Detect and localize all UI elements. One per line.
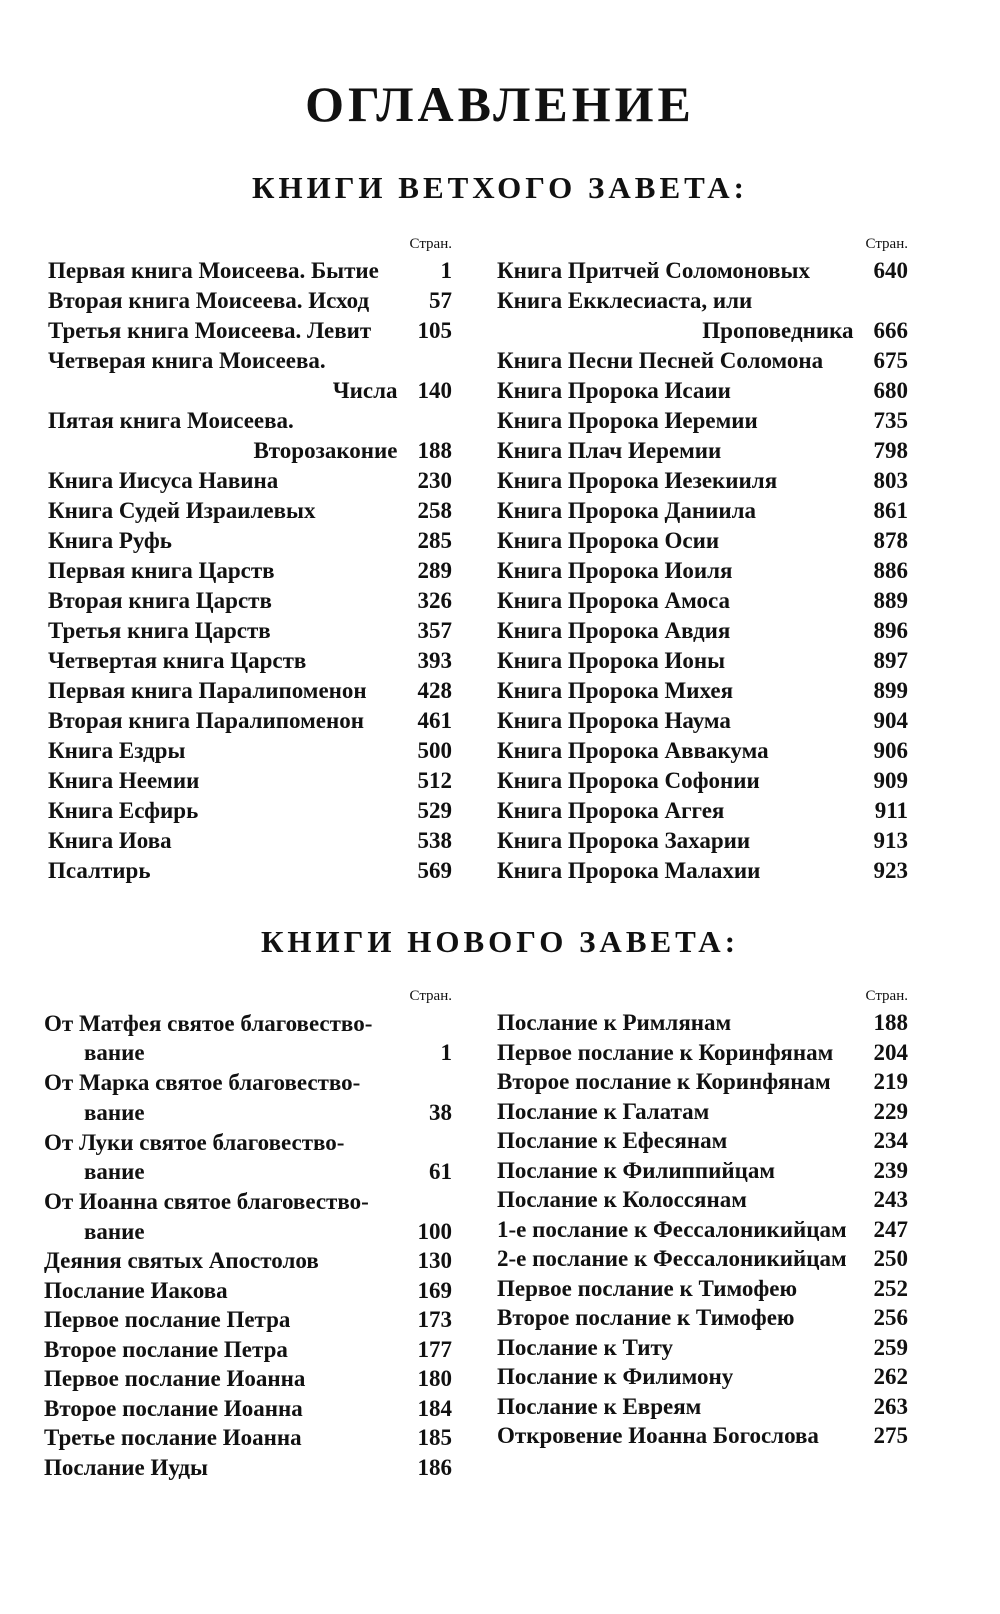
- toc-entry: [44, 1187, 452, 1217]
- toc-entry-title: Послание к Римлянам: [497, 1010, 732, 1035]
- toc-entry-title: Книга Пророка Исаии: [497, 378, 731, 403]
- toc-entry-page: 735: [873, 408, 908, 433]
- toc-entry-page: 913: [873, 828, 908, 853]
- toc-entry-title: Книга Притчей Соломоновых: [497, 258, 810, 283]
- toc-entry-title: Книга Иова: [48, 828, 172, 853]
- toc-entry-title: Деяния святых Апостолов: [44, 1248, 319, 1273]
- toc-entry-title: 2-е послание к Фессалоникийцам: [497, 1246, 847, 1271]
- toc-entry-title: Послание Иакова: [44, 1277, 228, 1303]
- toc-entry-title: Книга Плач Иеремии: [497, 438, 722, 463]
- toc-entry-title: Книга Судей Израилевых: [48, 498, 316, 523]
- toc-entry-page: 204: [873, 1039, 908, 1065]
- toc-entry-page: 169: [417, 1277, 452, 1303]
- toc-entry-title: От Иоанна святое благовество-: [44, 1189, 369, 1214]
- toc-entry-page: 798: [873, 438, 908, 463]
- toc-entry-title: Послание к Филимону: [497, 1364, 734, 1389]
- toc-entry: [44, 1335, 452, 1365]
- toc-entry-title: Книга Иисуса Навина: [48, 468, 279, 493]
- toc-entry-page: 461: [417, 708, 452, 733]
- toc-entry-title: Послание к Галатам: [497, 1098, 710, 1124]
- toc-entry: [44, 1127, 452, 1157]
- toc-entry-title: Вторая книга Царств: [48, 588, 272, 613]
- toc-entry-title: Второзаконие: [253, 438, 398, 463]
- toc-entry: [44, 1038, 452, 1068]
- toc-entry-title: Второе послание к Коринфянам: [497, 1069, 831, 1094]
- toc-entry-page: 61: [429, 1159, 452, 1184]
- toc-entry-title: Первая книга Царств: [48, 558, 275, 583]
- toc-entry-title: От Марка святое благовество-: [44, 1070, 361, 1095]
- toc-entry: [497, 1126, 908, 1156]
- page-title: ОГЛАВЛЕНИЕ: [305, 76, 695, 132]
- toc-entry-page: 177: [417, 1336, 452, 1362]
- toc-entry-title: вание: [84, 1218, 145, 1244]
- toc-entry: [44, 1068, 452, 1098]
- toc-entry-title: Второе послание Петра: [44, 1336, 288, 1362]
- toc-entry-page: 666: [873, 318, 908, 343]
- toc-entry: [497, 316, 908, 346]
- toc-entry-title: Первое послание к Тимофею: [497, 1275, 798, 1301]
- toc-entry-title: Послание к Ефесянам: [497, 1128, 728, 1153]
- toc-entry: [44, 1276, 452, 1306]
- toc-entry-page: 357: [417, 618, 452, 643]
- toc-entry-page: 899: [873, 678, 908, 703]
- toc-entry: [497, 436, 908, 466]
- toc-entry-title: Третья книга Моисеева. Левит: [48, 318, 372, 343]
- toc-entry-page: 569: [417, 858, 452, 883]
- toc-entry-page: 259: [873, 1334, 908, 1360]
- toc-entry: [497, 346, 908, 376]
- toc-entry-title: Псалтирь: [48, 858, 151, 883]
- toc-entry-page: 243: [873, 1187, 908, 1212]
- toc-entry-title: Четвертая книга Царств: [48, 648, 307, 673]
- toc-list: [44, 1008, 452, 1482]
- toc-entry-title: Второе послание Иоанна: [44, 1395, 303, 1421]
- toc-entry: [44, 1098, 452, 1128]
- toc-entry-page: 428: [417, 678, 452, 703]
- toc-entry-title: Книга Пророка Даниила: [497, 498, 756, 523]
- toc-entry-title: Книга Руфь: [48, 528, 172, 553]
- toc-entry-title: Первое послание Петра: [44, 1307, 291, 1332]
- toc-entry-page: 263: [873, 1393, 908, 1419]
- toc-entry-title: Книга Екклесиаста, или: [497, 288, 753, 313]
- toc-entry-page: 906: [873, 738, 908, 763]
- toc-entry: [497, 586, 908, 616]
- toc-entry: [497, 616, 908, 646]
- toc-entry: [48, 406, 452, 436]
- toc-entry-page: 184: [417, 1395, 452, 1421]
- toc-entry-title: Книга Пророка Осии: [497, 528, 720, 553]
- old-testament-heading: КНИГИ ВЕТХОГО ЗАВЕТА:: [251, 170, 748, 205]
- toc-entry: [48, 556, 452, 586]
- toc-entry-title: Книга Песни Песней Соломона: [497, 348, 824, 373]
- toc-entry: [48, 496, 452, 526]
- toc-entry-title: Книга Пророка Амоса: [497, 588, 730, 613]
- toc-entry: [44, 1305, 452, 1335]
- new-testament-heading: КНИГИ НОВОГО ЗАВЕТА:: [260, 924, 740, 959]
- toc-entry-title: Четверая книга Моисеева.: [48, 348, 326, 373]
- new-testament-left-column: [44, 984, 452, 1482]
- toc-entry: [497, 466, 908, 496]
- toc-entry-title: Книга Пророка Аггея: [497, 798, 725, 823]
- toc-entry-page: 100: [417, 1218, 452, 1244]
- toc-entry-page: 923: [873, 858, 908, 883]
- toc-entry-page: 130: [417, 1248, 452, 1273]
- toc-entry: [44, 1453, 452, 1483]
- toc-entry-title: Книга Пророка Аввакума: [497, 738, 769, 763]
- page-column-label: Стран.: [865, 988, 908, 1004]
- toc-entry-page: 234: [873, 1128, 908, 1153]
- toc-entry-page: 1: [440, 1040, 452, 1065]
- toc-entry: [497, 256, 908, 286]
- toc-entry: [48, 646, 452, 676]
- toc-entry: [44, 1157, 452, 1187]
- toc-entry-page: 529: [417, 798, 452, 823]
- toc-entry-page: 275: [873, 1423, 908, 1448]
- toc-list: [48, 256, 452, 886]
- toc-entry-title: Послание к Колоссянам: [497, 1187, 747, 1212]
- toc-entry-page: 247: [873, 1216, 908, 1242]
- toc-entry: [497, 1008, 908, 1038]
- toc-entry: [48, 376, 452, 406]
- toc-entry-page: 57: [429, 288, 452, 313]
- toc-entry-title: вание: [84, 1040, 145, 1065]
- toc-entry: [497, 1303, 908, 1333]
- old-testament-left-column: [48, 232, 452, 886]
- toc-entry-page: 803: [873, 468, 908, 493]
- toc-entry-page: 250: [873, 1246, 908, 1271]
- toc-entry-page: 861: [873, 498, 908, 523]
- toc-entry-page: 289: [417, 558, 452, 583]
- toc-entry-title: От Матфея святое благовество-: [44, 1010, 373, 1036]
- toc-entry-title: Откровение Иоанна Богослова: [497, 1423, 819, 1448]
- toc-entry-page: 229: [873, 1098, 908, 1124]
- toc-entry-title: вание: [84, 1159, 145, 1184]
- toc-entry-title: Числа: [332, 378, 398, 403]
- toc-entry-page: 185: [417, 1425, 452, 1450]
- toc-entry-title: Книга Есфирь: [48, 798, 199, 823]
- toc-entry: [48, 466, 452, 496]
- toc-entry-title: Вторая книга Моисеева. Исход: [48, 288, 370, 313]
- toc-entry: [497, 1333, 908, 1363]
- toc-entry: [44, 1394, 452, 1424]
- toc-entry-page: 285: [417, 528, 452, 553]
- toc-entry: [497, 766, 908, 796]
- toc-entry: [497, 406, 908, 436]
- toc-entry: [48, 286, 452, 316]
- toc-entry-title: Книга Пророка Иеремии: [497, 408, 758, 433]
- page-column-label: Стран.: [409, 988, 452, 1004]
- toc-entry-page: 140: [417, 378, 452, 403]
- toc-entry: [497, 706, 908, 736]
- toc-entry-page: 173: [417, 1307, 452, 1332]
- toc-entry-page: 186: [417, 1454, 452, 1480]
- new-testament-right-column: [497, 984, 908, 1451]
- toc-list: [497, 256, 908, 886]
- toc-entry-title: Книга Пророка Захарии: [497, 828, 751, 853]
- toc-entry: [497, 556, 908, 586]
- toc-entry-title: Послание к Евреям: [497, 1393, 702, 1419]
- toc-entry: [497, 286, 908, 316]
- toc-entry: [497, 1274, 908, 1304]
- toc-entry-page: 393: [417, 648, 452, 673]
- toc-entry: [44, 1364, 452, 1394]
- toc-entry-title: Первая книга Моисеева. Бытие: [48, 258, 379, 283]
- toc-entry-page: 500: [417, 738, 452, 763]
- toc-entry: [497, 736, 908, 766]
- toc-entry: [497, 826, 908, 856]
- toc-entry: [497, 646, 908, 676]
- toc-entry: [48, 856, 452, 886]
- toc-list: [497, 1008, 908, 1451]
- toc-entry-title: Книга Ездры: [48, 738, 186, 763]
- toc-entry: [48, 706, 452, 736]
- toc-entry-page: 909: [873, 768, 908, 793]
- toc-entry-title: 1-е послание к Фессалоникийцам: [497, 1216, 847, 1242]
- toc-entry: [497, 1156, 908, 1186]
- toc-entry: [497, 1244, 908, 1274]
- toc-entry-page: 239: [873, 1157, 908, 1183]
- toc-entry-title: Книга Пророка Ионы: [497, 648, 726, 673]
- toc-entry: [48, 346, 452, 376]
- toc-entry-title: Книга Пророка Софонии: [497, 768, 760, 793]
- toc-entry-title: Книга Пророка Иоиля: [497, 558, 733, 583]
- toc-entry: [497, 376, 908, 406]
- toc-entry: [497, 1215, 908, 1245]
- toc-entry-page: 188: [417, 438, 452, 463]
- toc-entry: [48, 616, 452, 646]
- toc-entry: [497, 1421, 908, 1451]
- toc-entry-title: Второе послание к Тимофею: [497, 1305, 795, 1330]
- toc-entry: [48, 676, 452, 706]
- toc-entry: [48, 796, 452, 826]
- toc-entry-page: 219: [873, 1069, 908, 1094]
- toc-entry-page: 256: [873, 1305, 908, 1330]
- toc-entry: [497, 526, 908, 556]
- toc-entry-page: 680: [873, 378, 908, 403]
- toc-entry-page: 911: [874, 798, 908, 823]
- toc-entry: [44, 1217, 452, 1247]
- toc-entry-page: 105: [417, 318, 452, 343]
- toc-entry-title: От Луки святое благовество-: [44, 1129, 345, 1155]
- toc-entry-page: 38: [429, 1099, 452, 1125]
- toc-entry: [497, 1392, 908, 1422]
- toc-entry-page: 1: [440, 258, 452, 283]
- toc-entry: [48, 526, 452, 556]
- toc-entry-title: Вторая книга Паралипоменон: [48, 708, 365, 733]
- toc-entry: [497, 856, 908, 886]
- toc-entry: [497, 1038, 908, 1068]
- toc-entry-page: 262: [873, 1364, 908, 1389]
- toc-entry-title: Книга Пророка Иезекииля: [497, 468, 778, 493]
- toc-entry-page: 538: [417, 828, 452, 853]
- toc-entry-page: 889: [873, 588, 908, 613]
- toc-entry-title: Книга Неемии: [48, 768, 200, 793]
- toc-entry-page: 640: [873, 258, 908, 283]
- toc-entry: [497, 1067, 908, 1097]
- old-testament-right-column: [497, 232, 908, 886]
- toc-entry: [48, 316, 452, 346]
- toc-entry-title: Книга Пророка Михея: [497, 678, 734, 703]
- toc-entry-title: Третье послание Иоанна: [44, 1425, 302, 1450]
- toc-entry: [497, 796, 908, 826]
- toc-entry: [48, 256, 452, 286]
- toc-entry-title: Послание к Филиппийцам: [497, 1157, 776, 1183]
- toc-entry: [497, 676, 908, 706]
- toc-entry-page: 252: [873, 1275, 908, 1301]
- page-column-label: Стран.: [865, 236, 908, 252]
- toc-entry-page: 897: [873, 648, 908, 673]
- toc-entry: [497, 1362, 908, 1392]
- toc-entry: [48, 436, 452, 466]
- page-column-label: Стран.: [409, 236, 452, 252]
- toc-entry-title: Первое послание к Коринфянам: [497, 1039, 834, 1065]
- toc-entry-page: 896: [873, 618, 908, 643]
- toc-entry-page: 230: [417, 468, 452, 493]
- toc-entry: [44, 1246, 452, 1276]
- toc-entry-page: 258: [417, 498, 452, 523]
- toc-entry: [44, 1008, 452, 1038]
- toc-entry-title: вание: [84, 1099, 145, 1125]
- toc-entry: [48, 826, 452, 856]
- toc-entry-page: 675: [873, 348, 908, 373]
- toc-entry-title: Книга Пророка Малахии: [497, 858, 761, 883]
- toc-entry: [48, 586, 452, 616]
- toc-entry-page: 512: [417, 768, 452, 793]
- toc-entry-page: 878: [873, 528, 908, 553]
- toc-entry-title: Книга Пророка Авдия: [497, 618, 731, 643]
- toc-entry: [497, 496, 908, 526]
- toc-entry-page: 326: [417, 588, 452, 613]
- toc-entry: [48, 766, 452, 796]
- toc-entry-title: Книга Пророка Наума: [497, 708, 731, 733]
- toc-entry: [497, 1185, 908, 1215]
- toc-entry-title: Третья книга Царств: [48, 618, 271, 643]
- toc-entry-page: 904: [873, 708, 908, 733]
- toc-entry-title: Послание Иуды: [44, 1454, 208, 1480]
- toc-entry-title: Послание к Титу: [497, 1334, 673, 1360]
- toc-entry-title: Первая книга Паралипоменон: [48, 678, 367, 703]
- toc-entry-page: 180: [417, 1366, 452, 1391]
- toc-entry-page: 188: [873, 1010, 908, 1035]
- toc-entry-title: Первое послание Иоанна: [44, 1366, 306, 1391]
- toc-entry-title: Пятая книга Моисеева.: [48, 408, 294, 433]
- toc-entry: [48, 736, 452, 766]
- toc-entry-title: Проповедника: [702, 318, 854, 343]
- toc-entry-page: 886: [873, 558, 908, 583]
- toc-entry: [497, 1097, 908, 1127]
- toc-entry: [44, 1423, 452, 1453]
